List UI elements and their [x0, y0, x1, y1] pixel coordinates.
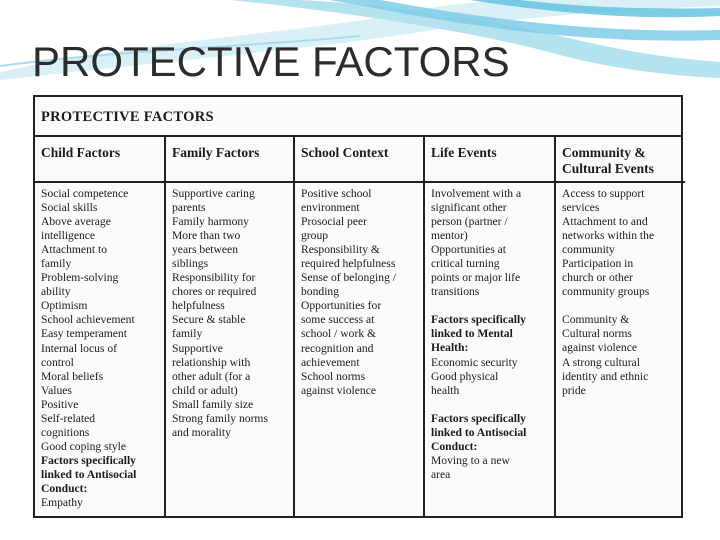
- cell-line: parents: [172, 201, 206, 215]
- cell-line: family: [172, 327, 203, 341]
- cell-line: Community &: [562, 313, 630, 327]
- column-cell: [294, 182, 424, 516]
- cell-line: chores or required: [172, 285, 257, 299]
- cell-line: and morality: [172, 425, 231, 439]
- cell-line: Opportunities at: [431, 243, 507, 257]
- cell-spacer: [431, 299, 552, 313]
- cell-line: achievement: [301, 355, 360, 369]
- cell-line: Social competence: [41, 187, 129, 200]
- cell-subheading: linked to Mental: [431, 327, 513, 341]
- cell-line: pride: [562, 383, 586, 397]
- cell-line: Economic security: [431, 355, 518, 369]
- cell-line: intelligence: [41, 229, 96, 243]
- cell-line: identity and ethnic: [562, 369, 649, 383]
- table-title: PROTECTIVE FACTORS: [35, 97, 681, 137]
- cell-line: Prosocial peer: [301, 215, 367, 229]
- column-header: Life Events: [424, 137, 555, 182]
- cell-line: community: [562, 243, 615, 257]
- cell-line: Sense of belonging /: [301, 271, 396, 285]
- cell-subheading: Conduct:: [41, 481, 88, 495]
- cell-line: Access to support: [562, 187, 645, 200]
- column-cell: [424, 182, 555, 516]
- cell-line: mentor): [431, 229, 468, 243]
- cell-line: Good physical: [431, 369, 499, 383]
- cell-line: transitions: [431, 285, 480, 299]
- cell-line: Moving to a new: [431, 453, 510, 467]
- cell-line: some success at: [301, 313, 375, 327]
- cell-line: Positive school: [301, 187, 372, 200]
- cell-subheading: linked to Antisocial: [41, 467, 137, 481]
- cell-line: Responsibility for: [172, 271, 256, 285]
- cell-line: Values: [41, 383, 72, 397]
- cell-line: significant other: [431, 201, 507, 215]
- cell-line: other adult (for a: [172, 369, 251, 383]
- cell-line: child or adult): [172, 383, 238, 397]
- cell-line: More than two: [172, 229, 241, 243]
- cell-line: years between: [172, 243, 238, 257]
- cell-line: group: [301, 229, 329, 243]
- cell-line: siblings: [172, 257, 209, 271]
- factors-table: [35, 137, 685, 516]
- column-cell: [35, 182, 165, 516]
- cell-line: Self-related: [41, 411, 96, 425]
- cell-subheading: Health:: [431, 341, 469, 355]
- cell-line: critical turning: [431, 257, 500, 271]
- cell-line: Above average: [41, 215, 111, 229]
- cell-line: bonding: [301, 285, 340, 299]
- cell-spacer: [431, 398, 552, 412]
- table-body-row: [35, 182, 685, 516]
- cell-line: networks within the: [562, 229, 655, 243]
- cell-line: relationship with: [172, 355, 251, 369]
- cell-line: Participation in: [562, 257, 634, 271]
- cell-line: Internal locus of: [41, 341, 117, 355]
- cell-line: Responsibility &: [301, 243, 380, 257]
- column-header: School Context: [294, 137, 424, 182]
- cell-line: A strong cultural: [562, 355, 640, 369]
- cell-line: ability: [41, 285, 71, 299]
- cell-line: Family harmony: [172, 215, 249, 229]
- slide-title: PROTECTIVE FACTORS: [32, 38, 510, 85]
- cell-line: Supportive: [172, 341, 223, 355]
- cell-line: Good coping style: [41, 439, 127, 453]
- cell-line: School norms: [301, 369, 366, 383]
- cell-line: helpfulness: [172, 299, 225, 313]
- cell-spacer: [562, 299, 683, 313]
- cell-line: required helpfulness: [301, 257, 396, 271]
- cell-line: Involvement with a: [431, 187, 522, 200]
- cell-line: cognitions: [41, 425, 90, 439]
- cell-line: Small family size: [172, 397, 254, 411]
- cell-line: against violence: [562, 341, 638, 355]
- column-header: Child Factors: [35, 137, 165, 182]
- cell-line: person (partner /: [431, 215, 508, 229]
- cell-subheading: Factors specifically: [41, 453, 136, 467]
- cell-line: area: [431, 467, 451, 481]
- cell-line: against violence: [301, 383, 377, 397]
- cell-subheading: Factors specifically: [431, 411, 526, 425]
- cell-subheading: Conduct:: [431, 439, 478, 453]
- protective-factors-table-image: [33, 95, 683, 518]
- cell-line: Cultural norms: [562, 327, 632, 341]
- cell-line: environment: [301, 201, 360, 215]
- cell-line: Attachment to: [41, 243, 108, 257]
- cell-line: Easy temperament: [41, 327, 127, 341]
- cell-line: Attachment to and: [562, 215, 648, 229]
- cell-line: School achievement: [41, 313, 135, 327]
- column-header: Family Factors: [165, 137, 294, 182]
- cell-line: control: [41, 355, 74, 369]
- cell-line: health: [431, 383, 460, 397]
- cell-line: services: [562, 201, 600, 215]
- column-header: Community & Cultural Events: [555, 137, 685, 182]
- cell-line: Moral beliefs: [41, 369, 104, 383]
- column-cell: [165, 182, 294, 516]
- cell-subheading: Factors specifically: [431, 313, 526, 327]
- cell-line: Strong family norms: [172, 411, 268, 425]
- column-cell: [555, 182, 685, 516]
- cell-line: Optimism: [41, 299, 88, 313]
- cell-line: church or other: [562, 271, 633, 285]
- cell-line: Empathy: [41, 496, 83, 510]
- cell-line: Positive: [41, 397, 79, 411]
- cell-line: Problem-solving: [41, 271, 119, 285]
- cell-subheading: linked to Antisocial: [431, 425, 527, 439]
- cell-line: Supportive caring: [172, 187, 255, 200]
- cell-line: Opportunities for: [301, 299, 382, 313]
- cell-line: Secure & stable: [172, 313, 246, 327]
- cell-line: school / work &: [301, 327, 377, 341]
- cell-line: recognition and: [301, 341, 374, 355]
- cell-line: community groups: [562, 285, 650, 299]
- cell-line: family: [41, 257, 72, 271]
- cell-line: Social skills: [41, 201, 98, 215]
- cell-line: points or major life: [431, 271, 521, 285]
- table-header-row: [35, 137, 685, 182]
